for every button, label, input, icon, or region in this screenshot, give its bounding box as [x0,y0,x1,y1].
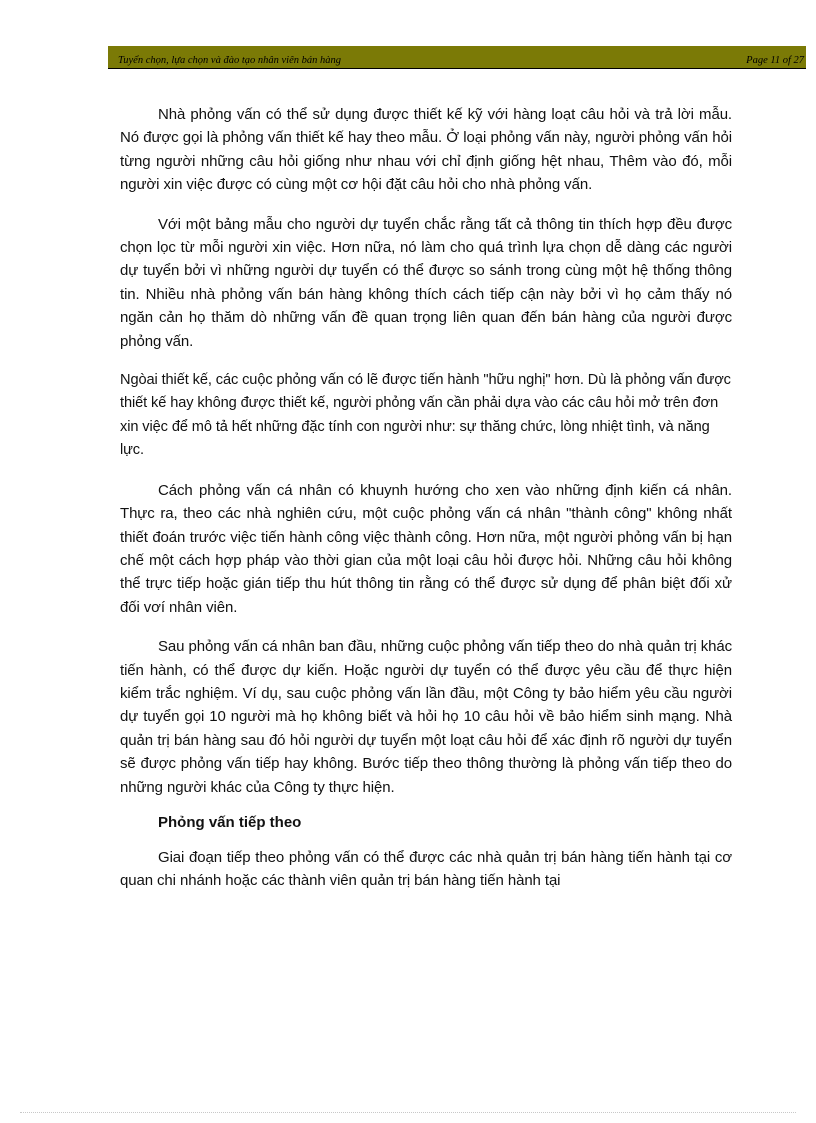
page-bottom-rule [20,1112,796,1113]
document-title: Tuyển chọn, lựa chọn và đào tạo nhân viên bán hàng [118,55,341,66]
paragraph: Sau phỏng vấn cá nhân ban đầu, những cuộc phỏng vấn tiếp theo do nhà quản trị khác tiến hành, có thể được dự kiến. Hoặc người dự tuyển có thể được yêu cầu để thực hiện kiểm trắc nghiệm. Ví dụ, sau cuộc phỏng vấn lần đầu, một Công ty bảo hiểm yêu cầu người dự tuyển gọi 10 người mà họ không biết và hỏi họ 10 câu hỏi về bảo hiểm sinh mạng. Nhà quản trị bán hàng sau đó hỏi người dự tuyển một loạt câu hỏi để xác định rõ người dự tuyển sẽ được phỏng vấn tiếp hay không. Bước tiếp theo thông thường là phỏng vấn tiếp theo do những người khác của Công ty thực hiện. [120,638,732,796]
paragraph: Với một bảng mẫu cho người dự tuyển chắc rằng tất cả thông tin thích hợp đều được chọn lọc từ mỗi người xin việc. Hơn nữa, nó làm cho quá trình lựa chọn dễ dàng các người dự tuyển bởi vì những người dự tuyển có thể được so sánh trong cùng một hệ thống thông tin. Nhiều nhà phỏng vấn bán hàng không thích cách tiếp cận này bởi vì họ cảm thấy nó ngăn cản họ thăm dò những vấn đề quan trọng liên quan đến bán hàng của người được phỏng vấn. [120,215,732,350]
paragraph: Cách phỏng vấn cá nhân có khuynh hướng cho xen vào những định kiến cá nhân. Thực ra, theo các nhà nghiên cứu, một cuộc phỏng vấn cá nhân "thành công" không nhất thiết đoán trước việc tiến hành công việc thành công. Hơn nữa, một người phỏng vấn bị hạn chế một cách hợp pháp vào thời gian của một loại câu hỏi được hỏi. Những câu hỏi không thể trực tiếp hoặc gián tiếp thu hút thông tin rằng có thể được sử dụng để phân biệt đối xử đối vơí nhân viên. [120,481,732,616]
paragraph: Ngòai thiết kế, các cuộc phỏng vấn có lẽ được tiến hành "hữu nghị" hơn. Dù là phỏng vấn được thiết kế hay không được thiết kế, người phỏng vấn cần phải dựa vào các câu hỏi mở trên đơn xin việc để mô tả hết những đặc tính con người như: sự thăng chức, lòng nhiệt tình, và năng lực. [120,372,731,459]
paragraph: Nhà phỏng vấn có thể sử dụng được thiết kế kỹ với hàng loạt câu hỏi và trả lời mẫu. Nó được gọi là phỏng vấn thiết kế hay theo mẫu. Ở loại phỏng vấn này, người phỏng vấn hỏi từng người những câu hỏi giống như nhau với chỉ định giống hệt nhau, Thêm vào đó, mỗi người xin việc được có cùng một cơ hội đặt câu hỏi cho nhà phỏng vấn. [120,106,732,194]
page-header [118,54,804,68]
header-rule [108,68,806,69]
section-heading: Phỏng vấn tiếp theo [158,813,302,831]
paragraph: Giai đoạn tiếp theo phỏng vấn có thể được các nhà quản trị bán hàng tiến hành tại cơ quan chi nhánh hoặc các thành viên quản trị bán hàng tiến hành tại [120,848,732,890]
document-body [120,103,732,893]
page-number: Page 11 of 27 [746,55,804,66]
